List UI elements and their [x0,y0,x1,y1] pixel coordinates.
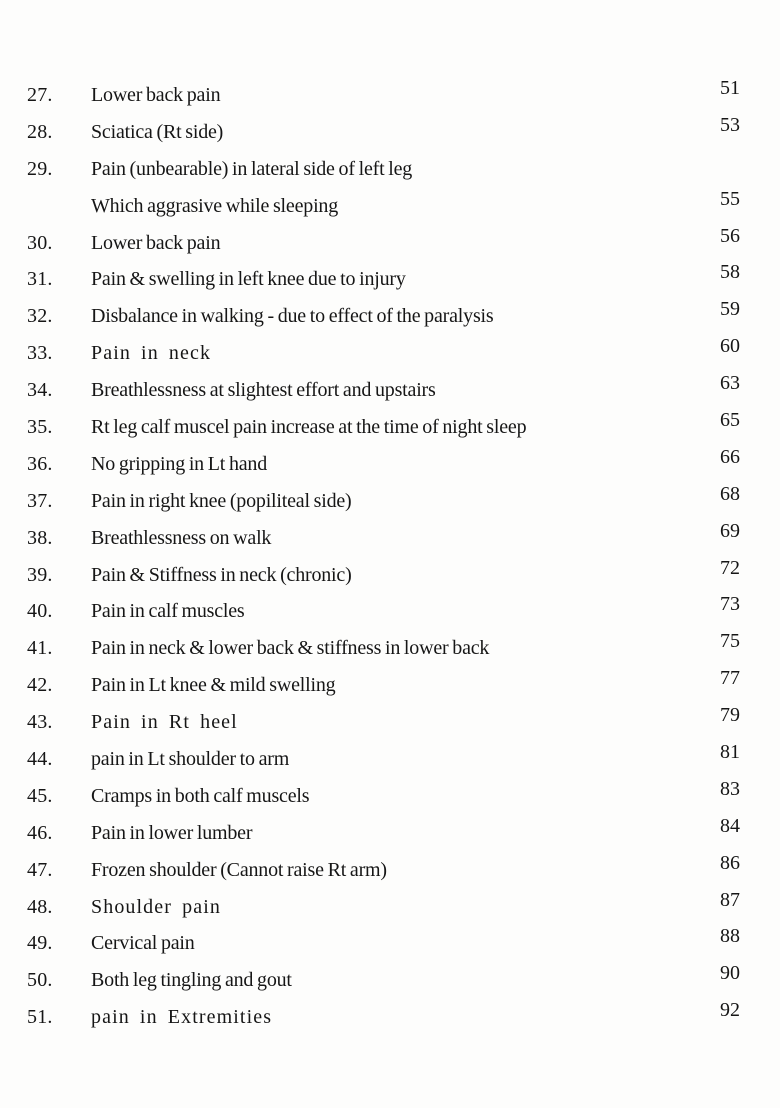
entry-number: 28. [27,120,53,143]
contents-row [27,667,740,711]
entry-title: pain in Extremities [91,1006,273,1029]
entry-number: 39. [27,563,53,586]
contents-row [27,519,740,564]
entry-title: Pain in neck & lower back & stiffness in lower back [91,637,490,660]
entry-page-number: 66 [720,445,740,468]
entry-number: 40. [27,600,53,623]
contents-row [27,158,740,195]
entry-title: Cramps in both calf muscels [91,784,310,807]
contents-row [27,224,740,269]
entry-number: 31. [27,268,53,291]
entry-title: Sciatica (Rt side) [91,120,224,143]
entry-number: 41. [27,637,53,660]
entry-number: 27. [27,84,53,106]
entry-title: Pain in Rt heel [91,711,238,734]
contents-row [27,593,740,637]
entry-page-number: 68 [720,482,740,505]
entry-number: 51. [27,1006,53,1029]
entry-number: 44. [27,748,53,771]
entry-title: Breathlessness at slightest effort and upstairs [91,379,436,402]
entry-number: 47. [27,858,53,881]
entry-page-number: 51 [720,77,740,99]
entry-title: Lower back pain [91,231,221,254]
entry-title: Pain in right knee (popiliteal side) [91,489,352,512]
entry-title: Frozen shoulder (Cannot raise Rt arm) [91,858,387,881]
entry-title: Lower back pain [91,84,221,106]
entry-number: 50. [27,969,53,992]
entry-page-number: 58 [720,261,740,284]
contents-row [27,814,740,859]
entry-page-number: 86 [720,851,740,874]
entry-number: 45. [27,784,53,807]
entry-page-number: 63 [720,372,740,395]
entry-title: pain in Lt shoulder to arm [91,748,290,771]
contents-row [27,962,740,1006]
entry-title: Both leg tingling and gout [91,969,292,992]
contents-row [27,482,740,527]
entry-title: Pain in calf muscles [91,600,245,623]
entry-page-number: 59 [720,298,740,321]
entry-number: 33. [27,342,53,365]
entry-number: 48. [27,895,53,918]
entry-number: 36. [27,452,53,475]
entry-number: 42. [27,674,53,697]
entry-page-number: 87 [720,888,740,911]
entry-title: Disbalance in walking - due to effect of the paralysis [91,305,494,328]
contents-row [27,888,740,933]
entry-title: Rt leg calf muscel pain increase at the time of night sleep [91,416,527,439]
entry-title: Pain & swelling in left knee due to injury [91,268,406,291]
entry-title: Pain & Stiffness in neck (chronic) [91,563,352,586]
entry-title: Cervical pain [91,932,195,955]
contents-row [27,999,740,1043]
entry-page-number: 90 [720,962,740,985]
entry-number: 35. [27,416,53,439]
entry-page-number: 53 [720,113,740,136]
entry-page-number: 79 [720,704,740,727]
entry-number: 43. [27,711,53,734]
contents-row [27,704,740,748]
entry-page-number: 73 [720,593,740,616]
entry-page-number: 92 [720,999,740,1022]
entry-title: Pain in neck [91,342,212,365]
entry-title: Pain (unbearable) in lateral side of left leg [91,157,413,180]
contents-row [27,335,740,379]
contents-row [27,445,740,490]
entry-number: 49. [27,932,53,955]
entry-title: Breathlessness on walk [91,526,272,549]
contents-row [27,372,740,416]
entry-number: 32. [27,305,53,328]
entry-page-number: 81 [720,741,740,764]
entry-title: No gripping in Lt hand [91,452,268,475]
contents-row [27,925,740,969]
entry-page-number: 55 [720,187,740,210]
contents-row [27,556,740,601]
entry-number: 38. [27,526,53,549]
contents-row [27,851,740,896]
entry-page-number: 84 [720,814,740,837]
entry-page-number: 77 [720,667,740,690]
entry-number: 34. [27,379,53,402]
entry-page-number: 88 [720,925,740,948]
contents-row [27,113,740,158]
entry-page-number: 83 [720,777,740,800]
entry-title: Shoulder pain [91,895,221,918]
contents-row [27,261,740,305]
entry-page-number: 60 [720,335,740,358]
entry-page-number: 69 [720,519,740,542]
entry-page-number: 56 [720,224,740,247]
contents-row [27,741,740,785]
contents-row [27,409,740,453]
contents-row [27,777,740,822]
entry-number: 37. [27,489,53,512]
entry-page-number: 65 [720,409,740,432]
contents-row [27,298,740,342]
contents-row [27,187,740,232]
entry-page-number: 72 [720,556,740,579]
entry-number: 46. [27,821,53,844]
entry-page-number: 75 [720,630,740,653]
entry-number: 29. [27,157,53,180]
entry-title: Which aggrasive while sleeping [91,194,339,217]
entry-title: Pain in Lt knee & mild swelling [91,674,336,697]
entry-title: Pain in lower lumber [91,821,253,844]
entry-number: 30. [27,231,53,254]
contents-row [27,77,740,121]
contents-row [27,630,740,674]
